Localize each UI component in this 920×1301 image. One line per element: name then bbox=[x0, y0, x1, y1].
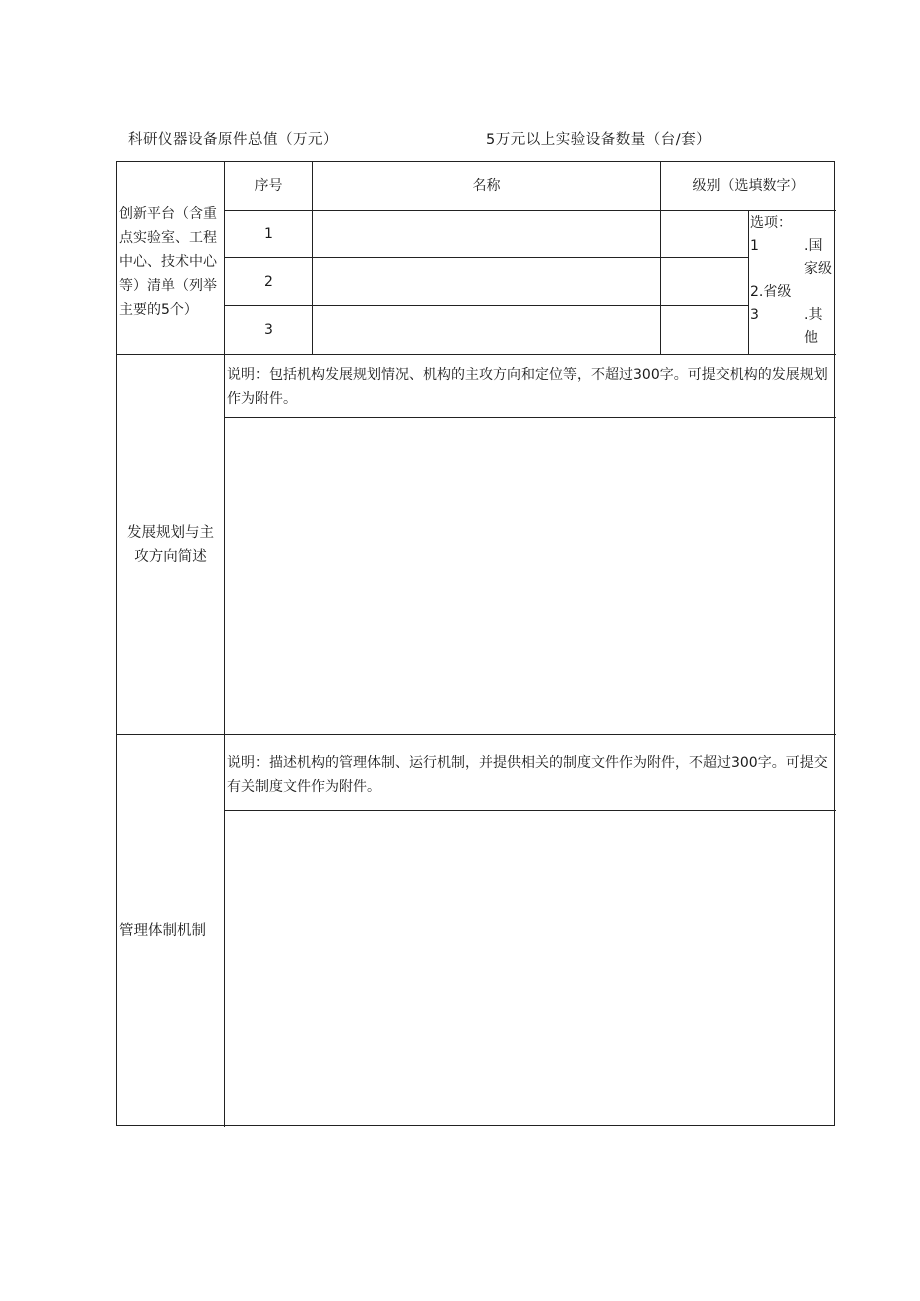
platform-name-field[interactable] bbox=[313, 258, 660, 305]
equipment-value-label: 科研仪器设备原件总值（万元） bbox=[128, 132, 338, 148]
option-1-number: 1 bbox=[750, 238, 759, 254]
seq-cell: 2 bbox=[264, 273, 273, 290]
development-row-label: 发展规划与主攻方向简述 bbox=[127, 524, 214, 565]
development-note: 说明：包括机构发展规划情况、机构的主攻方向和定位等，不超过300字。可提交机构的发展规划作为附件。 bbox=[227, 367, 828, 407]
management-content-field[interactable] bbox=[225, 811, 836, 1127]
equipment-count-label: 5万元以上实验设备数量（台/套） bbox=[486, 132, 712, 148]
level-header: 级别（选填数字） bbox=[692, 178, 805, 194]
seq-header: 序号 bbox=[254, 178, 283, 194]
platform-name-field[interactable] bbox=[313, 306, 660, 354]
platform-level-field[interactable] bbox=[661, 211, 748, 257]
platform-level-field[interactable] bbox=[661, 306, 748, 354]
seq-cell: 1 bbox=[264, 226, 273, 242]
option-1 bbox=[750, 235, 836, 258]
management-note: 说明：描述机构的管理体制、运行机制，并提供相关的制度文件作为附件，不超过300字。可提交有关制度文件作为附件。 bbox=[227, 755, 828, 795]
options-title: 选项： bbox=[750, 215, 792, 231]
option-3-full: .其他 bbox=[804, 307, 823, 346]
level-options bbox=[748, 212, 836, 354]
platform-level-field[interactable] bbox=[661, 258, 748, 305]
form-table bbox=[116, 161, 835, 1126]
platform-name-field[interactable] bbox=[313, 211, 660, 257]
platform-row-label: 创新平台（含重点实验室、工程中心、技术中心等）清单（列举主要的5个） bbox=[119, 206, 217, 318]
option-1-full: .国家级 bbox=[804, 238, 832, 277]
option-3-number: 3 bbox=[750, 307, 759, 323]
name-header: 名称 bbox=[472, 178, 501, 194]
development-content-field[interactable] bbox=[225, 418, 836, 734]
option-2: 2.省级 bbox=[750, 284, 792, 300]
management-row-label: 管理体制机制 bbox=[119, 923, 206, 939]
seq-cell: 3 bbox=[264, 322, 273, 338]
